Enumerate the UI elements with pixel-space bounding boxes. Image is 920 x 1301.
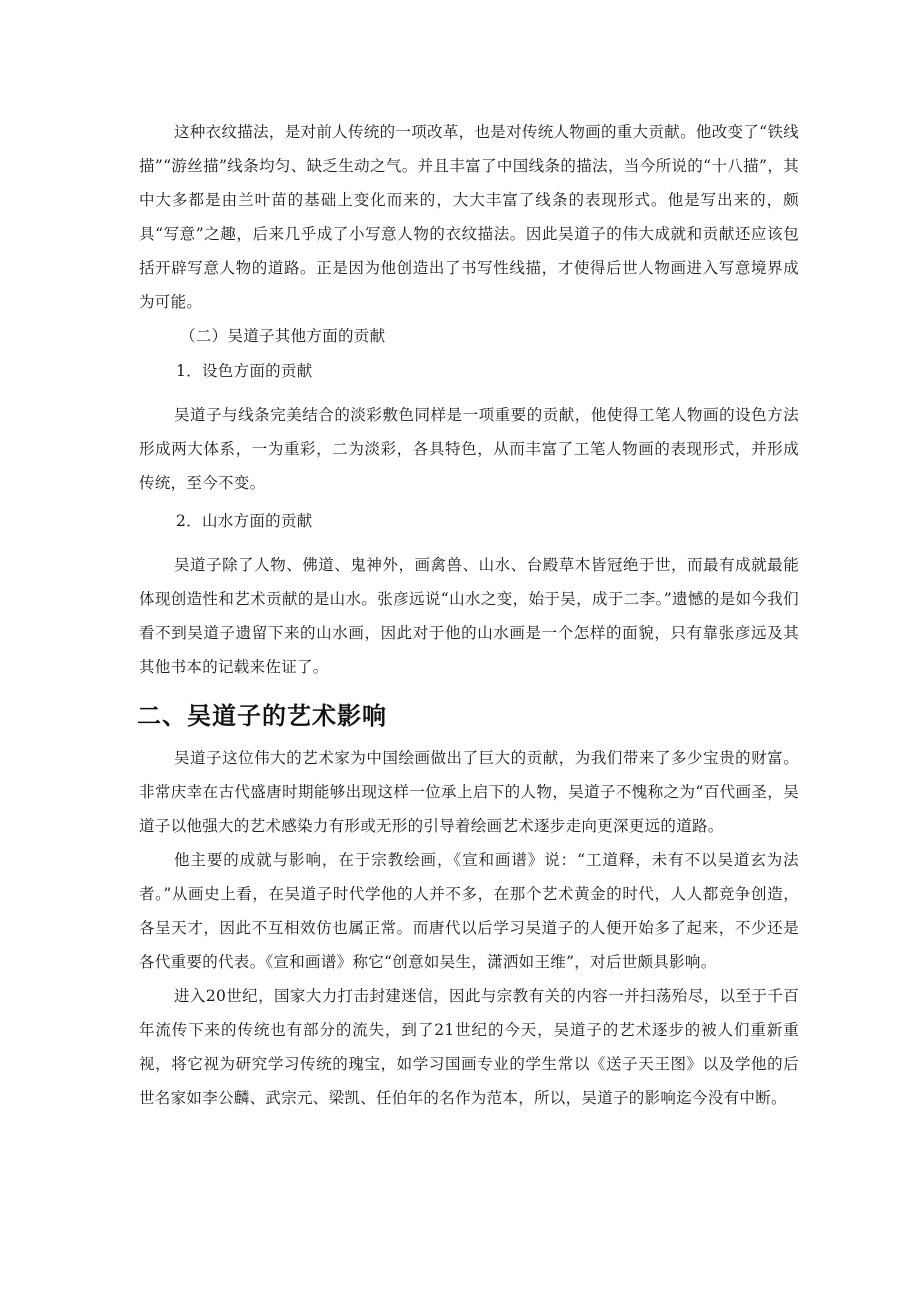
item-title-landscape: 2．山水方面的贡献: [176, 512, 313, 530]
sub-heading-other-contributions: （二）吴道子其他方面的贡献: [180, 327, 386, 345]
paragraph-influence-intro: 吴道子这位伟大的艺术家为中国绘画做出了巨大的贡献，为我们带来了多少宝贵的财富。非常庆幸在古代盛唐时期能够出现这样一位承上启下的人物，吴道子不愧称之为“百代画圣，吴道子以他强大的艺术感染力有形或无形的引导着绘画艺术逐步走向更深更远的道路。: [139, 749, 799, 835]
paragraph-religious-painting: 他主要的成就与影响，在于宗教绘画，《宣和画谱》说：“工道释，未有不以吴道玄为法者。”从画史上看，在吴道子时代学他的人并不多，在那个艺术黄金的时代，人人都竞争创造，各呈天才，因此不互相效仿也属正常。而唐代以后学习吴道子的人便开始多了起来，不少还是各代重要的代表。《宣和画谱》称它“创意如吴生，潇洒如王维”，对后世颇具影响。: [139, 851, 799, 971]
paragraph-modern-era: 进入20世纪，国家大力打击封建迷信，因此与宗教有关的内容一并扫荡殆尽，以至于千百年流传下来的传统也有部分的流失，到了21世纪的今天，吴道子的艺术逐步的被人们重新重视，将它视为研究学习传统的瑰宝，如学习国画专业的学生常以《送子天王图》以及学他的后世名家如李公麟、武宗元、梁凯、任伯年的名作为范本，所以，吴道子的影响迄今没有中断。: [139, 987, 799, 1107]
paragraph-coloring: 吴道子与线条完美结合的淡彩敷色同样是一项重要的贡献，他使得工笔人物画的设色方法形成两大体系，一为重彩，二为淡彩，各具特色，从而丰富了工笔人物画的表现形式，并形成传统，至今不变。: [139, 406, 799, 492]
section-heading-artistic-influence: 二、吴道子的艺术影响: [137, 702, 387, 730]
paragraph-line-drawing-reform: 这种衣纹描法，是对前人传统的一项改革，也是对传统人物画的重大贡献。他改变了“铁线描”“游丝描”线条均匀、缺乏生动之气。并且丰富了中国线条的描法，当今所说的“十八描”，其中大多都是由兰叶苗的基础上变化而来的，大大丰富了线条的表现形式。他是写出来的，颇具“写意”之趣，后来几乎成了小写意人物的衣纹描法。因此吴道子的伟大成就和贡献还应该包括开辟写意人物的道路。正是因为他创造出了书写性线描，才使得后世人物画进入写意境界成为可能。: [139, 123, 799, 311]
paragraph-landscape: 吴道子除了人物、佛道、鬼神外，画禽兽、山水、台殿草木皆冠绝于世，而最有成就最能体现创造性和艺术贡献的是山水。张彦远说“山水之变，始于吴，成于二李。”遗憾的是如今我们看不到吴道子遗留下来的山水画，因此对于他的山水画是一个怎样的面貌，只有靠张彦远及其其他书本的记载来佐证了。: [139, 556, 799, 676]
item-title-coloring: 1．设色方面的贡献: [176, 362, 313, 380]
